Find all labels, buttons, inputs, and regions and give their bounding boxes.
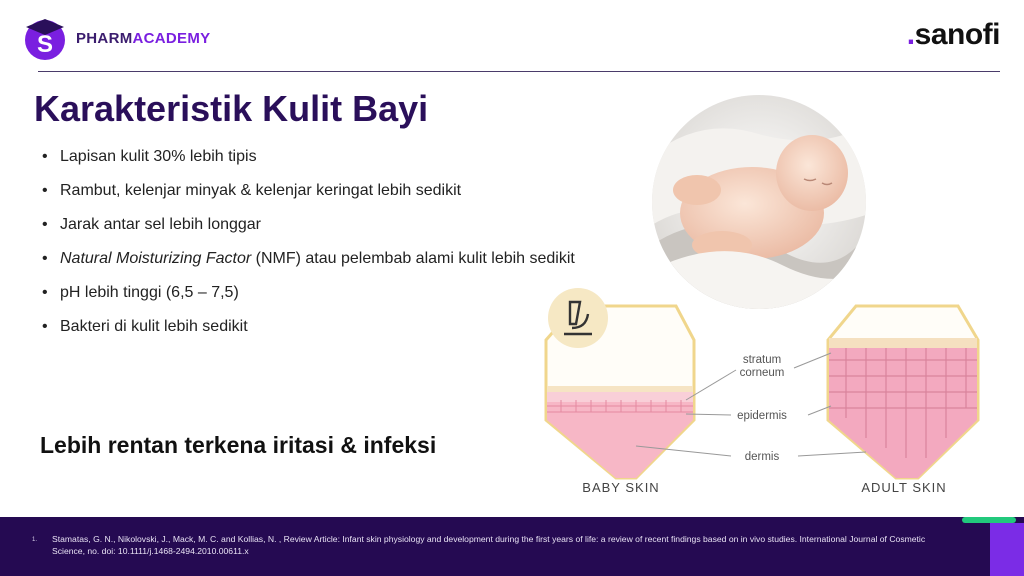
bullet-dot-icon: • — [42, 250, 48, 267]
bullet-dot-icon: • — [42, 284, 48, 301]
bullet-item — [40, 180, 580, 202]
bullet-list — [40, 146, 580, 350]
label-baby-skin: BABY SKIN — [582, 480, 660, 495]
skin-layer-illustration — [536, 288, 986, 503]
baby-photo — [652, 95, 866, 309]
svg-text:S: S — [36, 31, 54, 58]
bullet-text: Bakteri di kulit lebih sedikit — [60, 318, 248, 335]
brand-accent: ACADEMY — [132, 29, 211, 47]
label-corneum: corneum — [739, 367, 785, 379]
pharmacademy-logo — [22, 15, 210, 61]
bullet-item — [40, 214, 580, 236]
callout-text: Lebih rentan terkena iritasi & infeksi — [40, 432, 437, 458]
bullet-text: Rambut, kelenjar minyak & kelenjar keringat lebih sedikit — [60, 182, 462, 199]
microscope-icon — [548, 288, 608, 348]
reference-text: Stamatas, G. N., Nikolovski, J., Mack, M. C. and Kollias, N. , Review Article: Infant skin physiology and development during the first years of life: a review of recent findings based on in vivo studies. International Journal of Cosmetic Science, no. doi: 10.1111/j.1468-2494.2010.00611.x — [52, 534, 926, 556]
bullet-text: pH lebih tinggi (6,5 – 7,5) — [60, 284, 239, 301]
bullet-item — [40, 248, 580, 270]
sanofi-logo — [907, 18, 1000, 52]
pharmacademy-s-badge-icon — [22, 15, 68, 61]
reference-number: 1. — [32, 537, 38, 543]
bullet-italic-term: Natural Moisturizing Factor — [60, 250, 252, 267]
bullet-item — [40, 146, 580, 168]
adult-skin-diagram — [828, 306, 978, 478]
bullet-item — [40, 316, 580, 338]
bullet-dot-icon: • — [42, 148, 48, 165]
pharmacademy-wordmark — [76, 30, 210, 47]
label-adult-skin: ADULT SKIN — [861, 480, 947, 495]
brand-strong: PHARM — [76, 29, 133, 47]
bullet-dot-icon: • — [42, 318, 48, 335]
sanofi-wordmark: sanofi — [914, 18, 1000, 51]
bullet-text: Jarak antar sel lebih longgar — [60, 216, 262, 233]
bullet-text: (NMF) atau pelembab alami kulit lebih sedikit — [251, 250, 575, 267]
bullet-dot-icon: • — [42, 216, 48, 233]
footer-bar — [0, 517, 1024, 576]
slide-title: Karakteristik Kulit Bayi — [34, 88, 429, 129]
sanofi-dot-icon: . — [906, 18, 915, 51]
bullet-item — [40, 282, 580, 304]
footer-purple-accent — [990, 523, 1024, 576]
header-divider — [38, 71, 1000, 72]
label-dermis: dermis — [744, 451, 780, 463]
label-stratum: stratum — [742, 354, 782, 366]
bullet-text: Lapisan kulit 30% lebih tipis — [60, 148, 257, 165]
label-epidermis: epidermis — [737, 410, 787, 422]
bullet-dot-icon: • — [42, 182, 48, 199]
